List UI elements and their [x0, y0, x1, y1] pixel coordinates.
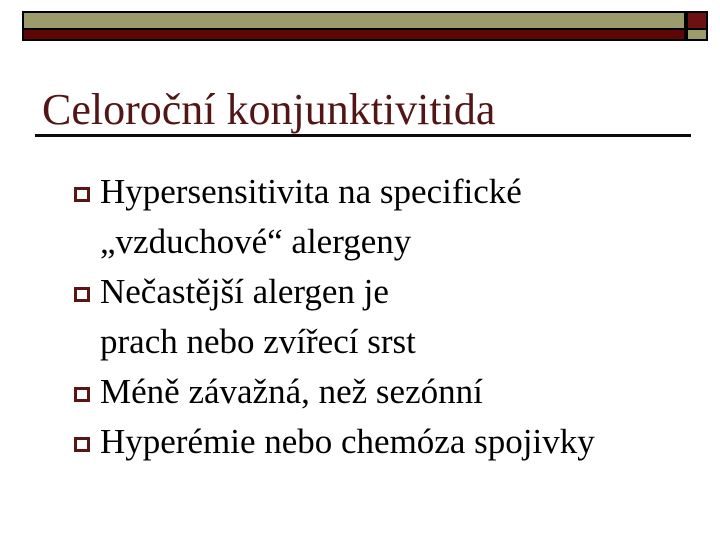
- list-item-text: Hyperémie nebo chemóza spojivky: [100, 422, 595, 461]
- bullet-list: [74, 167, 674, 467]
- list-item: [74, 417, 674, 467]
- title-underline: [35, 134, 691, 137]
- square-bullet-icon: [74, 387, 90, 402]
- list-item: [74, 267, 674, 317]
- list-item-text: prach nebo zvířecí srst: [100, 322, 416, 361]
- list-item-text: Méně závažná, než sezónní: [100, 372, 483, 411]
- slide-title: Celoroční konjunktivitida: [42, 85, 496, 134]
- list-item-continuation: [74, 317, 674, 367]
- square-bullet-icon: [74, 187, 90, 202]
- banner-tan-square: [686, 28, 708, 41]
- list-item: [74, 167, 674, 217]
- list-item-continuation: [74, 217, 674, 267]
- list-item-text: „vzduchové“ alergeny: [100, 222, 412, 261]
- list-item: [74, 367, 674, 417]
- banner-dark-red-bar: [22, 28, 686, 41]
- list-item-text: Hypersensitivita na specifické: [100, 172, 522, 211]
- list-item-text: Nečastější alergen je: [100, 272, 389, 311]
- square-bullet-icon: [74, 287, 90, 302]
- square-bullet-icon: [74, 437, 90, 452]
